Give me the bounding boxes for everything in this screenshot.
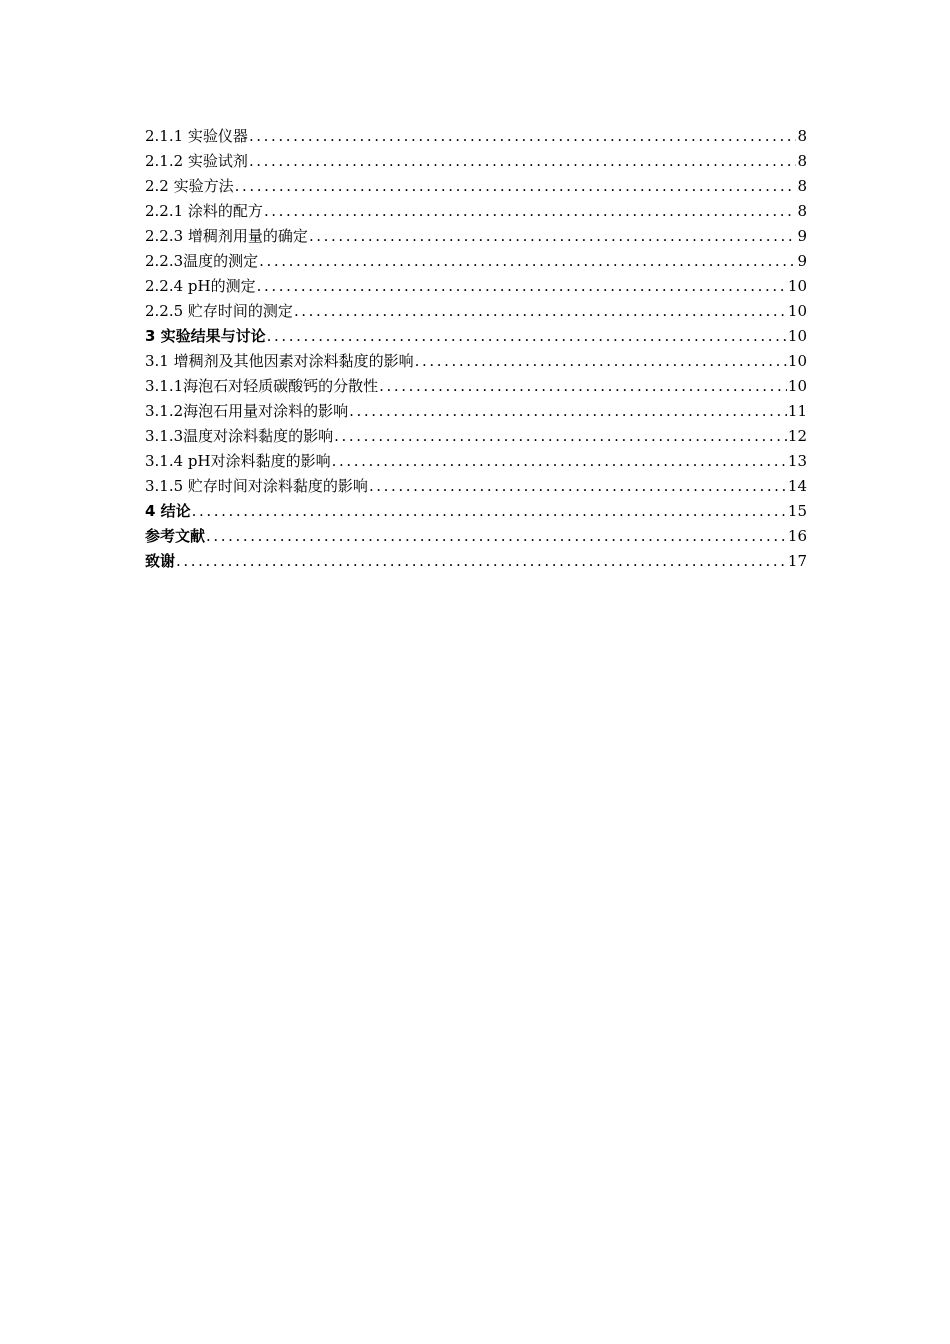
toc-dot-leader xyxy=(264,199,797,224)
toc-dot-leader xyxy=(192,499,787,524)
toc-entry[interactable] xyxy=(145,399,807,424)
toc-entry-page: 12 xyxy=(787,427,807,445)
toc-entry-title: 3.1.3温度对涂料黏度的影响 xyxy=(145,427,334,445)
toc-entry-title: 2.2.3温度的测定 xyxy=(145,252,259,270)
toc-entry-page: 14 xyxy=(787,477,807,495)
toc-dot-leader xyxy=(349,399,787,424)
toc-dot-leader xyxy=(257,274,787,299)
toc-entry[interactable] xyxy=(145,449,807,474)
toc-entry-title: 2.2.4 pH的测定 xyxy=(145,277,256,295)
toc-dot-leader xyxy=(379,374,787,399)
toc-entry-page: 15 xyxy=(787,502,807,520)
toc-dot-leader xyxy=(259,249,796,274)
toc-entry-title: 3.1.1海泡石对轻质碳酸钙的分散性 xyxy=(145,377,379,395)
toc-dot-leader xyxy=(294,299,787,324)
toc-entry-page: 9 xyxy=(797,227,807,245)
toc-entry-title: 4 结论 xyxy=(145,502,191,520)
toc-entry-page: 9 xyxy=(797,252,807,270)
toc-entry-title: 2.2.1 涂料的配方 xyxy=(145,202,263,220)
toc-entry-title: 2.1.2 实验试剂 xyxy=(145,152,248,170)
toc-entry[interactable] xyxy=(145,524,807,549)
toc-dot-leader xyxy=(249,149,797,174)
toc-dot-leader xyxy=(309,224,797,249)
table-of-contents xyxy=(145,124,807,574)
toc-entry-title: 3.1.2海泡石用量对涂料的影响 xyxy=(145,402,349,420)
toc-entry-title: 致谢 xyxy=(145,552,176,570)
toc-entry[interactable] xyxy=(145,499,807,524)
toc-entry[interactable] xyxy=(145,474,807,499)
toc-entry-title: 3.1.5 贮存时间对涂料黏度的影响 xyxy=(145,477,368,495)
toc-entry[interactable] xyxy=(145,274,807,299)
toc-entry-title: 3 实验结果与讨论 xyxy=(145,327,266,345)
toc-entry-title: 2.2.5 贮存时间的测定 xyxy=(145,302,293,320)
toc-dot-leader xyxy=(176,549,787,574)
toc-entry-page: 8 xyxy=(797,202,807,220)
toc-entry[interactable] xyxy=(145,324,807,349)
toc-entry[interactable] xyxy=(145,349,807,374)
toc-entry-page: 13 xyxy=(787,452,807,470)
toc-entry-page: 11 xyxy=(787,402,807,420)
toc-dot-leader xyxy=(206,524,787,549)
toc-entry-title: 2.1.1 实验仪器 xyxy=(145,127,248,145)
toc-entry[interactable] xyxy=(145,124,807,149)
toc-entry[interactable] xyxy=(145,299,807,324)
toc-dot-leader xyxy=(235,174,797,199)
toc-entry-page: 10 xyxy=(787,352,807,370)
toc-dot-leader xyxy=(415,349,787,374)
toc-entry-page: 10 xyxy=(787,377,807,395)
toc-entry[interactable] xyxy=(145,249,807,274)
toc-entry-page: 17 xyxy=(787,552,807,570)
toc-entry-title: 2.2.3 增稠剂用量的确定 xyxy=(145,227,308,245)
toc-dot-leader xyxy=(369,474,787,499)
toc-entry-page: 8 xyxy=(797,127,807,145)
toc-entry[interactable] xyxy=(145,224,807,249)
toc-entry-title: 3.1 增稠剂及其他因素对涂料黏度的影响 xyxy=(145,352,414,370)
toc-entry-page: 10 xyxy=(787,327,807,345)
toc-dot-leader xyxy=(332,449,787,474)
toc-entry-page: 8 xyxy=(797,152,807,170)
toc-entry[interactable] xyxy=(145,424,807,449)
toc-dot-leader xyxy=(334,424,787,449)
toc-dot-leader xyxy=(267,324,787,349)
toc-entry-page: 10 xyxy=(787,277,807,295)
toc-entry[interactable] xyxy=(145,199,807,224)
toc-entry[interactable] xyxy=(145,174,807,199)
toc-entry-title: 2.2 实验方法 xyxy=(145,177,234,195)
toc-entry-title: 3.1.4 pH对涂料黏度的影响 xyxy=(145,452,331,470)
toc-dot-leader xyxy=(249,124,797,149)
toc-entry[interactable] xyxy=(145,374,807,399)
toc-entry-title: 参考文献 xyxy=(145,527,206,545)
toc-entry-page: 10 xyxy=(787,302,807,320)
toc-entry[interactable] xyxy=(145,549,807,574)
toc-entry-page: 16 xyxy=(787,527,807,545)
toc-entry-page: 8 xyxy=(797,177,807,195)
toc-entry[interactable] xyxy=(145,149,807,174)
